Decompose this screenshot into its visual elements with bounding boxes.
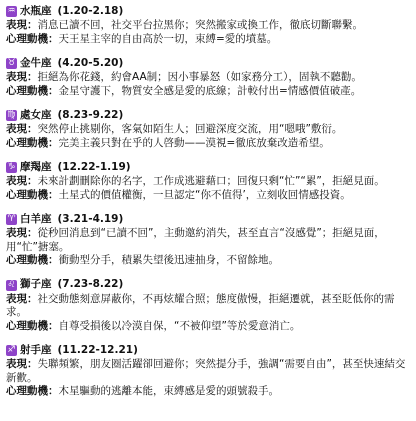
leo-icon: ♌ <box>7 279 16 290</box>
sagittarius-icon: ♐ <box>7 345 16 355</box>
sign-dates: (3.21-4.19) <box>57 212 124 225</box>
section-heading <box>6 56 408 71</box>
capricorn-icon: ♑ <box>7 162 16 172</box>
zodiac-section-aries <box>6 212 408 268</box>
motive-text: 木星驅動的逃離本能，束縛感是愛的頭號殺手。 <box>58 385 279 397</box>
sign-name: 處女座 <box>20 108 52 121</box>
sign-name: 摩羯座 <box>20 160 52 173</box>
motive-text: 土星式的價值權衡，一旦認定“你不值得’，立刻收回情感投資。 <box>58 188 351 201</box>
zodiac-section-virgo <box>6 108 408 150</box>
behavior-line <box>6 71 408 85</box>
motive-label: 心理動機： <box>6 385 59 397</box>
section-heading <box>6 278 408 293</box>
taurus-icon: ♉ <box>7 58 16 68</box>
sign-name: 水瓶座 <box>20 4 52 17</box>
motive-line <box>6 320 408 334</box>
section-heading <box>6 108 408 123</box>
behavior-text: 社交動態刻意屏蔽你，不再炫耀合照；態度傲慢，拒絕遷就，甚至貶低你的需求。 <box>6 292 395 318</box>
virgo-icon: ♍ <box>7 110 16 120</box>
section-heading <box>6 4 408 19</box>
behavior-text: 從秒回消息到“已讀不回”，主動邀約消失，甚至直言“沒感覺”；拒絕見面，用“忙”搪塞。 <box>6 227 385 253</box>
sign-name: 獅子座 <box>20 278 52 291</box>
behavior-label: 表現： <box>6 123 38 135</box>
motive-line <box>6 85 408 99</box>
zodiac-section-aquarius <box>6 4 408 46</box>
motive-line <box>6 385 408 399</box>
sign-dates: (4.20-5.20) <box>57 56 124 69</box>
behavior-label: 表現： <box>6 292 38 305</box>
section-heading <box>6 343 408 358</box>
motive-line <box>6 254 408 268</box>
behavior-label: 表現： <box>6 175 38 187</box>
sign-dates: (1.20-2.18) <box>57 4 124 17</box>
motive-line <box>6 33 408 47</box>
aquarius-icon: ♒ <box>7 6 16 16</box>
behavior-label: 表現： <box>6 227 38 239</box>
sign-dates: (12.22-1.19) <box>57 160 131 173</box>
motive-text: 完美主義只對在乎的人啓動——漠視=徹底放棄改造希望。 <box>58 136 330 149</box>
behavior-text: 失聯頻繁，朋友圈活躍卻回避你；突然提分手，強調“需要自由”，甚至快速結交新歡。 <box>6 358 406 384</box>
behavior-text: 突然停止挑剔你，客氣如陌生人；回避深度交流，用“嗯哦”敷衍。 <box>37 123 343 135</box>
sign-dates: (7.23-8.22) <box>57 278 124 291</box>
behavior-line <box>6 227 408 254</box>
motive-label: 心理動機： <box>6 319 59 332</box>
motive-text: 衝動型分手，積累失望後迅速抽身，不留餘地。 <box>58 254 279 266</box>
behavior-line <box>6 358 408 385</box>
behavior-text: 消息已讀不回，社交平台拉黑你；突然搬家或換工作，徹底切斷聯繫。 <box>37 19 363 31</box>
motive-label: 心理動機： <box>6 188 59 201</box>
behavior-label: 表現： <box>6 71 38 83</box>
motive-text: 自尊受損後以冷漠自保，“不被仰望”等於愛意消亡。 <box>58 319 301 332</box>
behavior-label: 表現： <box>6 19 38 31</box>
section-heading <box>6 160 408 175</box>
behavior-line <box>6 175 408 189</box>
behavior-line <box>6 293 408 320</box>
motive-line <box>6 189 408 203</box>
sign-name: 金牛座 <box>20 56 52 69</box>
motive-label: 心理動機： <box>6 254 59 266</box>
zodiac-section-leo <box>6 278 408 334</box>
motive-line <box>6 137 408 151</box>
zodiac-section-capricorn <box>6 160 408 202</box>
behavior-line <box>6 123 408 137</box>
behavior-label: 表現： <box>6 358 38 370</box>
behavior-text: 拒絕為你花錢，約會AA制；因小事暴怒（如家務分工），固執不聽勸。 <box>37 71 362 83</box>
behavior-line <box>6 19 408 33</box>
section-heading <box>6 212 408 227</box>
motive-text: 天王星主宰的自由高於一切，束縛=愛的墳墓。 <box>58 32 278 45</box>
motive-label: 心理動機： <box>6 84 59 97</box>
aries-icon: ♈ <box>7 214 16 224</box>
motive-label: 心理動機： <box>6 136 59 149</box>
zodiac-section-sagittarius <box>6 343 408 399</box>
sign-dates: (8.23-9.22) <box>57 108 124 121</box>
sign-name: 白羊座 <box>20 212 52 225</box>
behavior-text: 未來計劃刪除你的名字，工作成逃避藉口；回復只剩“忙”“累”，拒絕見面。 <box>37 175 385 187</box>
motive-text: 金星守護下，物質安全感是愛的底線；計較付出=情感價值破產。 <box>58 84 362 97</box>
motive-label: 心理動機： <box>6 32 59 45</box>
zodiac-section-taurus <box>6 56 408 98</box>
sign-name: 射手座 <box>20 343 52 356</box>
sign-dates: (11.22-12.21) <box>57 343 138 356</box>
